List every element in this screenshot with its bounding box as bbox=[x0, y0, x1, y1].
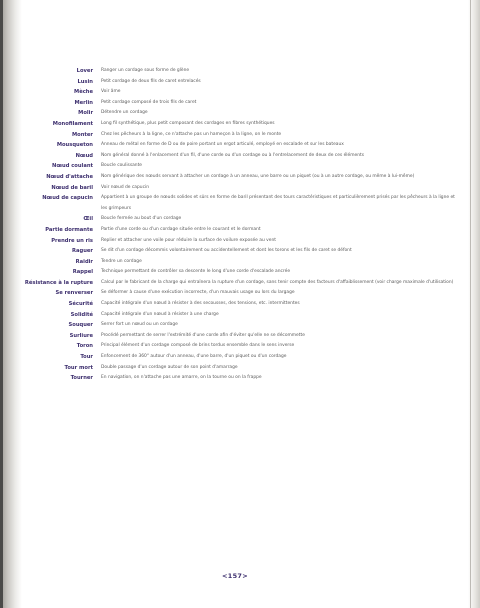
glossary-entry bbox=[0, 257, 480, 268]
glossary-term: Raidir bbox=[75, 258, 93, 265]
glossary-term: Tour bbox=[80, 354, 93, 361]
glossary-entry bbox=[0, 151, 480, 162]
glossary-term: Souquer bbox=[68, 322, 93, 329]
glossary-entry bbox=[0, 172, 480, 183]
glossary-term: Nœud d'attache bbox=[46, 173, 93, 180]
glossary-entry bbox=[0, 130, 480, 141]
glossary-entry bbox=[0, 288, 480, 299]
glossary-entry bbox=[0, 341, 480, 352]
glossary-entry bbox=[0, 363, 480, 374]
glossary-definition: Tendre un cordage bbox=[101, 258, 142, 264]
glossary-definition: Nom général donné à l'enlacement d'un fil, d'une corde ou d'un cordage ou à l'entrelacement de deux de ces éléments bbox=[101, 152, 364, 158]
glossary-term: Rappel bbox=[72, 269, 93, 276]
glossary-definition: Petit cordage composé de trois fils de caret bbox=[101, 99, 197, 105]
glossary-entry bbox=[0, 77, 480, 88]
glossary-entry bbox=[0, 246, 480, 257]
glossary-term: Lover bbox=[76, 68, 93, 74]
glossary-definition: Calcul par le fabricant de la charge qui entraînera la rupture d'un cordage, sans tenir compte des facteurs d'affaiblissement (voir charge maximale d'utilisation) bbox=[101, 279, 454, 285]
glossary-term: Œil bbox=[83, 216, 93, 223]
glossary-term: Solidité bbox=[70, 311, 93, 318]
glossary-definition: Anneau de métal en forme de D ou de poire portant un ergot articulé, employé en escalade et sur les bateaux bbox=[101, 142, 344, 148]
glossary-term: Monter bbox=[72, 131, 93, 138]
glossary-entry bbox=[0, 119, 480, 130]
glossary-entry bbox=[0, 373, 480, 384]
glossary-term: Partie dormante bbox=[45, 226, 93, 233]
glossary-definition: Se déformer à cause d'une exécution incorrecte, d'un mauvais usage ou lors du largage bbox=[101, 290, 295, 296]
glossary-definition: Procédé permettant de serrer l'extrémité d'une corde afin d'éviter qu'elle ne se décommette bbox=[101, 332, 305, 338]
glossary-entry bbox=[0, 299, 480, 310]
glossary-definition: Enfoncement de 360° autour d'un anneau, d'une barre, d'un piquet ou d'un cordage bbox=[101, 354, 287, 360]
glossary-definition: Appartient à un groupe de nœuds solides et sûrs en forme de baril présentant des tours caractéristiques et particulièrement prisés par les pêcheurs à la ligne et les grimpeurs bbox=[101, 195, 455, 211]
glossary-term: Merlin bbox=[74, 99, 93, 106]
glossary-term: Tour mort bbox=[64, 364, 93, 371]
glossary-definition: Petit cordage de deux fils de caret entrelacés bbox=[101, 78, 201, 84]
glossary-entry bbox=[0, 161, 480, 172]
glossary-entry bbox=[0, 183, 480, 194]
glossary-definition: Replier et attacher une voile pour réduire la surface de voilure exposée au vent bbox=[101, 237, 276, 243]
glossary-term: Mèche bbox=[74, 89, 93, 96]
glossary-term: Surliure bbox=[69, 332, 93, 339]
glossary-entry bbox=[0, 267, 480, 278]
glossary-entry bbox=[0, 310, 480, 321]
glossary-definition: Capacité intégrale d'un nœud à résister à une charge bbox=[101, 311, 219, 317]
glossary-term: Nœud bbox=[75, 152, 93, 159]
glossary-definition: En navigation, on n'attache pas une amarre, on la tourne ou on la frappe bbox=[101, 375, 262, 381]
glossary-term: Lusin bbox=[77, 78, 93, 85]
glossary-entry bbox=[0, 66, 480, 77]
glossary-entry bbox=[0, 320, 480, 331]
glossary-entry bbox=[0, 352, 480, 363]
glossary-term: Molir bbox=[78, 110, 93, 117]
glossary-term: Nœud coulant bbox=[51, 163, 93, 170]
glossary-definition: Serrer fort un nœud ou un cordage bbox=[101, 322, 178, 328]
glossary-definition: Principal élément d'un cordage composé de brins tordus ensemble dans le sens inverse bbox=[101, 343, 295, 349]
glossary-term: Toron bbox=[76, 343, 93, 350]
glossary-definition: Voir nœud de capucin bbox=[101, 184, 149, 190]
glossary-term: Mousqueton bbox=[56, 142, 93, 149]
glossary-term: Nœud de capucin bbox=[42, 195, 93, 202]
glossary-term: Tourner bbox=[70, 375, 93, 382]
glossary-definition: Chez les pêcheurs à la ligne, ce n'attache pas un hameçon à la ligne, on le monte bbox=[101, 131, 282, 137]
glossary-list bbox=[0, 66, 480, 384]
glossary-definition: Ranger un cordage sous forme de glène bbox=[101, 68, 190, 73]
glossary-definition: Boucle coulissante bbox=[101, 163, 143, 169]
glossary-definition: Nom générique des nœuds servant à attacher un cordage à un anneau, une barre ou un piquet (ou à un autre cordage, ou même à lui-même) bbox=[101, 173, 415, 179]
glossary-term: Se renverser bbox=[55, 290, 93, 297]
glossary-entry bbox=[0, 193, 480, 214]
glossary-entry bbox=[0, 331, 480, 342]
glossary-definition: Technique permettant de contrôler sa descente le long d'une corde d'escalade ancrée bbox=[101, 269, 291, 275]
glossary-definition: Voir âme bbox=[101, 89, 121, 95]
glossary-entry bbox=[0, 236, 480, 247]
glossary-entry bbox=[0, 140, 480, 151]
glossary-entry bbox=[0, 214, 480, 225]
glossary-definition: Se dit d'un cordage décommis volontairement ou accidentellement et dont les torons et les fils de caret se défont bbox=[101, 248, 352, 254]
glossary-entry bbox=[0, 225, 480, 236]
glossary-term: Prendre un ris bbox=[51, 237, 93, 244]
glossary-term: Sécurité bbox=[68, 301, 93, 308]
page-number: <157> bbox=[222, 572, 248, 580]
glossary-definition: Partie d'une corde ou d'un cordage située entre le courant et le dormant bbox=[101, 226, 261, 232]
glossary-definition: Capacité intégrale d'un nœud à résister à des secousses, des tensions, etc. intermittentes bbox=[101, 301, 300, 307]
glossary-definition: Double passage d'un cordage autour de son point d'amarrage bbox=[101, 364, 238, 370]
glossary-definition: Long fil synthétique, plus petit composant des cordages en fibres synthétiques bbox=[101, 120, 275, 126]
glossary-entry bbox=[0, 98, 480, 109]
glossary-entry bbox=[0, 108, 480, 119]
glossary-term: Nœud de baril bbox=[51, 184, 93, 191]
glossary-term: Raguer bbox=[72, 248, 93, 255]
glossary-definition: Boucle fermée au bout d'un cordage bbox=[101, 216, 182, 222]
glossary-entry bbox=[0, 87, 480, 98]
glossary-definition: Détendre un cordage bbox=[101, 110, 148, 116]
glossary-entry bbox=[0, 278, 480, 289]
glossary-term: Monofilament bbox=[52, 120, 93, 127]
glossary-term: Résistance à la rupture bbox=[24, 279, 93, 286]
